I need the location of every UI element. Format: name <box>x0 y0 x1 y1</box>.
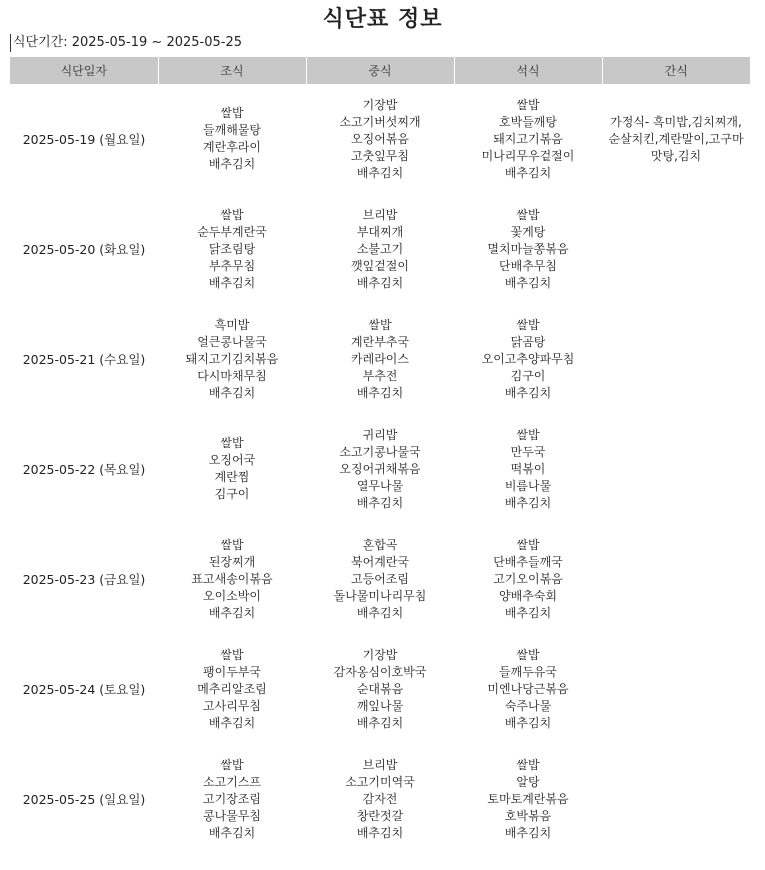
menu-item: 열무나물 <box>356 478 404 493</box>
menu-item: 얼큰콩나물국 <box>197 334 267 349</box>
menu-item: 고사리무침 <box>203 698 261 713</box>
menu-item: 쌀밥 <box>220 436 244 450</box>
menu-item: 배추김치 <box>504 495 552 510</box>
menu-item: 배추김치 <box>208 605 256 620</box>
menu-table <box>10 57 750 854</box>
menu-item: 배추김치 <box>504 275 552 290</box>
menu-table-body <box>10 84 750 854</box>
menu-item: 소고기미역국 <box>345 774 415 789</box>
menu-item: 단배추들깨국 <box>493 554 563 569</box>
lunch-cell <box>306 414 454 524</box>
lunch-cell <box>306 304 454 414</box>
menu-item: 가정식- 흑미밥,김치찌개, <box>610 114 742 129</box>
menu-item: 배추김치 <box>504 605 552 620</box>
snack-cell <box>602 84 750 194</box>
breakfast-cell <box>158 634 306 744</box>
table-row <box>10 524 750 634</box>
menu-item: 흑미밥 <box>214 317 250 332</box>
menu-item: 감자전 <box>362 791 398 806</box>
menu-item: 북어계란국 <box>351 554 409 569</box>
dinner-cell <box>454 84 602 194</box>
menu-period: 식단기간: 2025-05-19 ~ 2025-05-25 <box>10 34 242 52</box>
lunch-cell <box>306 634 454 744</box>
menu-item: 쌀밥 <box>516 757 540 772</box>
menu-item: 배추김치 <box>504 825 552 840</box>
column-header-dinner: 석식 <box>454 57 602 84</box>
breakfast-cell <box>158 414 306 524</box>
menu-item: 고춧잎무침 <box>351 148 409 163</box>
menu-item: 고기장조림 <box>203 791 261 806</box>
menu-item: 맛탕,김치 <box>650 148 702 163</box>
menu-item: 쌀밥 <box>220 537 244 552</box>
date-cell: 2025-05-19 (월요일) <box>22 131 146 147</box>
dinner-cell <box>454 744 602 854</box>
menu-item: 콩나물무침 <box>203 808 261 823</box>
dinner-cell <box>454 194 602 304</box>
menu-item: 돼지고기김치볶음 <box>185 351 279 366</box>
menu-item: 토마토계란볶음 <box>487 791 569 806</box>
snack-cell <box>602 194 750 304</box>
table-row <box>10 414 750 524</box>
menu-item: 부추무침 <box>208 258 256 273</box>
menu-item: 귀리밥 <box>362 427 398 442</box>
column-header-date: 식단일자 <box>10 57 158 84</box>
menu-item: 김구이 <box>510 368 546 383</box>
menu-item: 단배추무침 <box>499 258 557 273</box>
menu-item: 숙주나물 <box>504 698 552 713</box>
menu-item: 떡볶이 <box>510 461 546 476</box>
dinner-cell <box>454 524 602 634</box>
menu-item: 김구이 <box>214 487 250 501</box>
menu-item: 배추김치 <box>356 605 404 620</box>
date-cell: 2025-05-23 (금요일) <box>22 571 146 587</box>
menu-item: 배추김치 <box>356 165 404 180</box>
menu-item: 쌀밥 <box>220 106 244 120</box>
menu-item: 소고기스프 <box>203 774 261 789</box>
snack-cell <box>602 634 750 744</box>
breakfast-cell <box>158 744 306 854</box>
dinner-cell <box>454 634 602 744</box>
lunch-cell <box>306 744 454 854</box>
menu-item: 배추김치 <box>356 825 404 840</box>
menu-item: 호박볶음 <box>504 808 552 823</box>
menu-item: 쌀밥 <box>516 317 540 332</box>
menu-item: 배추김치 <box>356 715 404 730</box>
menu-item: 창란젓갈 <box>356 808 404 823</box>
menu-item: 호박들깨탕 <box>499 114 557 129</box>
menu-item: 쌀밥 <box>220 757 244 772</box>
snack-cell <box>602 414 750 524</box>
menu-item: 계란찜 <box>214 470 250 484</box>
menu-item: 쌀밥 <box>368 317 392 332</box>
menu-item: 배추김치 <box>208 715 256 730</box>
menu-item: 순두부계란국 <box>197 224 267 239</box>
menu-item: 쌀밥 <box>220 647 244 662</box>
menu-item: 소고기콩나물국 <box>339 444 421 459</box>
lunch-cell <box>306 524 454 634</box>
menu-item: 혼합곡 <box>362 537 398 552</box>
snack-cell <box>602 524 750 634</box>
menu-item: 오이고추양파무침 <box>481 351 575 366</box>
menu-item: 오이소박이 <box>203 588 261 603</box>
menu-item: 카레라이스 <box>351 351 409 366</box>
menu-item: 순대볶음 <box>356 681 404 696</box>
menu-item: 쌀밥 <box>516 537 540 552</box>
menu-item: 다시마채무침 <box>197 368 267 383</box>
menu-item: 배추김치 <box>356 495 404 510</box>
menu-item: 부대찌개 <box>356 224 404 239</box>
menu-item: 미나리무우겉절이 <box>481 148 575 163</box>
menu-item: 메추리알조림 <box>197 681 267 696</box>
menu-item: 쌀밥 <box>516 97 540 112</box>
breakfast-cell <box>158 194 306 304</box>
menu-item: 부추전 <box>362 368 398 383</box>
date-cell: 2025-05-25 (일요일) <box>22 791 146 807</box>
menu-item: 계란후라이 <box>203 140 261 154</box>
breakfast-cell <box>158 84 306 194</box>
date-cell: 2025-05-20 (화요일) <box>22 241 146 257</box>
menu-item: 고등어조림 <box>351 571 409 586</box>
menu-item: 된장찌개 <box>208 554 256 569</box>
lunch-cell <box>306 194 454 304</box>
table-row <box>10 744 750 854</box>
column-header-breakfast: 조식 <box>158 57 306 84</box>
menu-item: 멸치마늘쫑볶음 <box>487 241 569 256</box>
menu-item: 배추김치 <box>504 715 552 730</box>
dinner-cell <box>454 304 602 414</box>
menu-item: 표고새송이볶음 <box>191 571 273 586</box>
menu-item: 브리밥 <box>362 207 398 222</box>
menu-item: 알탕 <box>516 774 540 789</box>
date-cell: 2025-05-21 (수요일) <box>22 351 146 367</box>
date-cell: 2025-05-24 (토요일) <box>22 681 146 697</box>
menu-item: 기장밥 <box>362 97 398 112</box>
menu-item: 오징어귀채볶음 <box>339 461 421 476</box>
table-row <box>10 84 750 194</box>
breakfast-cell <box>158 524 306 634</box>
lunch-cell <box>306 84 454 194</box>
menu-item: 닭조림탕 <box>208 241 256 256</box>
breakfast-cell <box>158 304 306 414</box>
menu-item: 배추김치 <box>208 275 256 290</box>
menu-item: 배추김치 <box>208 157 256 171</box>
menu-item: 배추김치 <box>356 385 404 400</box>
menu-item: 브리밥 <box>362 757 398 772</box>
menu-item: 쌀밥 <box>516 207 540 222</box>
menu-item: 계란부추국 <box>351 334 409 349</box>
menu-item: 양배추숙회 <box>499 588 557 603</box>
menu-item: 감자옹심이호박국 <box>333 664 427 679</box>
menu-item: 기장밥 <box>362 647 398 662</box>
column-header-lunch: 중식 <box>306 57 454 84</box>
menu-item: 배추김치 <box>504 385 552 400</box>
menu-item: 소불고기 <box>356 241 404 256</box>
menu-item: 오징어볶음 <box>351 131 409 146</box>
snack-cell <box>602 304 750 414</box>
menu-item: 깨잎나물 <box>356 698 404 713</box>
dinner-cell <box>454 414 602 524</box>
menu-item: 소고기버섯찌개 <box>339 114 421 129</box>
menu-item: 비름나물 <box>504 478 552 493</box>
menu-item: 쌀밥 <box>220 207 244 222</box>
menu-item: 쌀밥 <box>516 427 540 442</box>
menu-item: 순살치킨,계란말이,고구마 <box>608 131 744 146</box>
menu-item: 배추김치 <box>208 825 256 840</box>
menu-item: 배추김치 <box>356 275 404 290</box>
menu-item: 돌나물미나리무침 <box>333 588 427 603</box>
page-title: 식단표 정보 <box>322 7 443 32</box>
table-header-row <box>10 57 750 84</box>
menu-item: 고기오이볶음 <box>493 571 563 586</box>
menu-item: 돼지고기볶음 <box>493 131 563 146</box>
date-cell: 2025-05-22 (목요일) <box>22 461 146 477</box>
menu-item: 팽이두부국 <box>203 664 261 679</box>
menu-item: 쌀밥 <box>516 647 540 662</box>
menu-item: 들깨해물탕 <box>203 123 261 137</box>
menu-item: 만두국 <box>510 444 546 459</box>
menu-item: 배추김치 <box>208 385 256 400</box>
table-row <box>10 194 750 304</box>
menu-item: 미엔나당근볶음 <box>487 681 569 696</box>
menu-item: 꽃게탕 <box>510 224 546 239</box>
menu-item: 들깨두유국 <box>499 664 557 679</box>
table-row <box>10 634 750 744</box>
column-header-snack: 간식 <box>602 57 750 84</box>
menu-item: 닭곰탕 <box>510 334 546 349</box>
menu-item: 배추김치 <box>504 165 552 180</box>
menu-item: 깻잎겉절이 <box>351 258 409 273</box>
menu-item: 오징어국 <box>208 453 256 467</box>
table-row <box>10 304 750 414</box>
snack-cell <box>602 744 750 854</box>
